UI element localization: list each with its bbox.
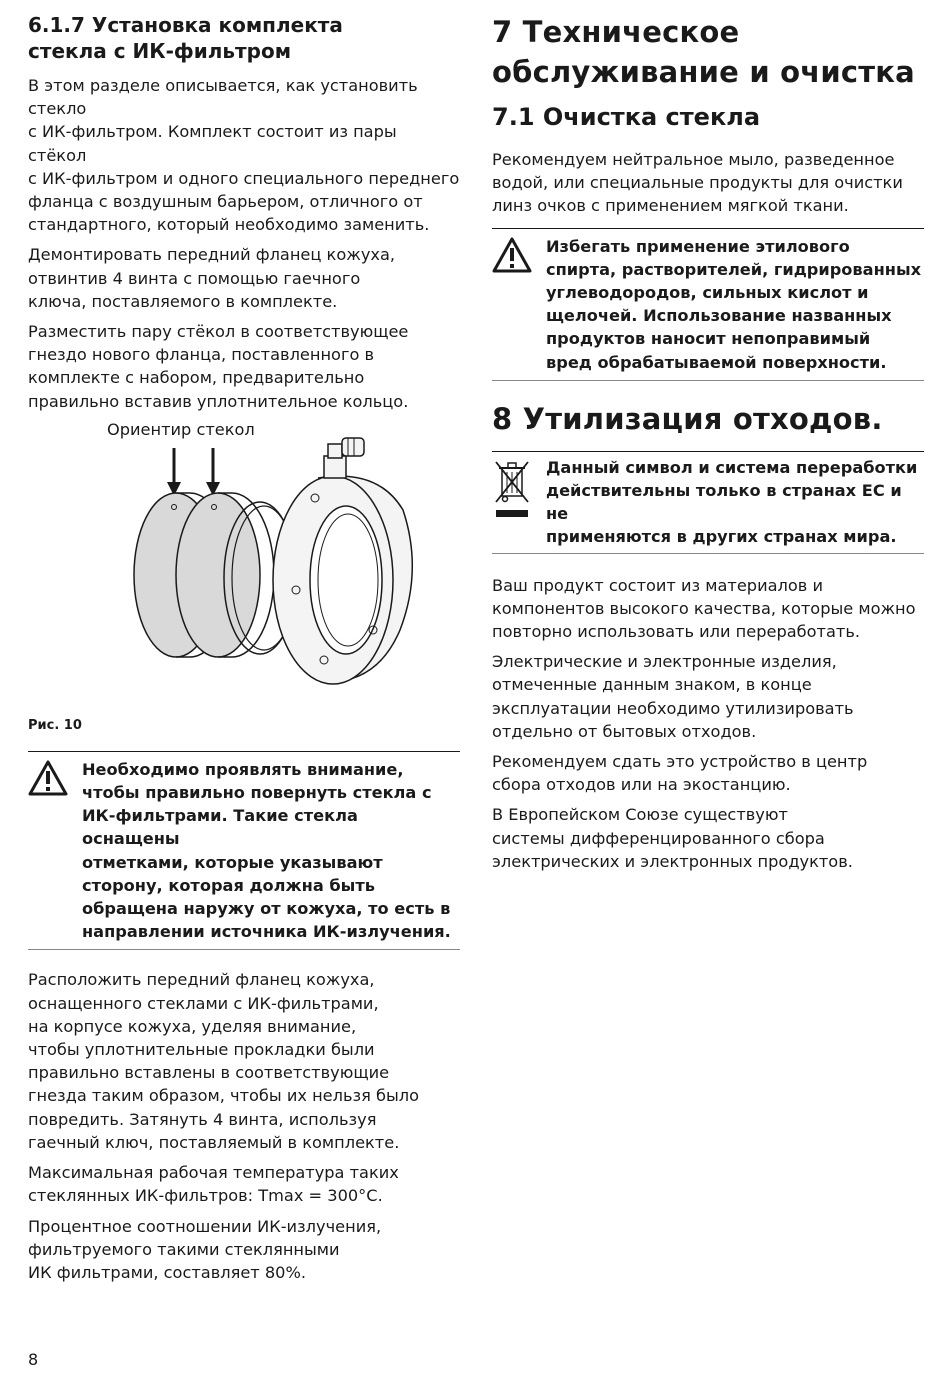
- paragraph-materials: Ваш продукт состоит из материалов и компонентов высокого качества, которые можно повторно использовать или переработать.: [492, 575, 916, 642]
- left-column: [28, 12, 460, 1291]
- warning-triangle-icon: [492, 235, 546, 374]
- paragraph-ir-percentage: Процентное соотношении ИК-излучения, фильтруемого такими стеклянными ИК фильтрами, составляет 80%.: [28, 1216, 382, 1282]
- paragraph-place-glasses: Разместить пару стёкол в соответствующее гнездо нового фланца, поставленного в комплекте с набором, предварительно правильно вставив уплотнительное кольцо.: [28, 322, 409, 411]
- figure-label: Ориентир стекол: [107, 419, 255, 439]
- flange-illustration: [28, 420, 460, 710]
- weee-notice: [492, 451, 924, 554]
- crossed-bin-icon: [492, 456, 546, 549]
- right-column: [492, 12, 924, 880]
- paragraph-recycling-center: Рекомендуем сдать это устройство в центр сбора отходов или на экостанцию.: [492, 752, 868, 795]
- warning-text: Необходимо проявлять внимание, чтобы правильно повернуть стекла с ИК-фильтрами. Такие стекла оснащены отметками, которые указывают сторону, которая должна быть обращена наружу от кожуха, то есть в направлении источника ИК-излучения.: [82, 759, 451, 942]
- paragraph-intro: В этом разделе описывается, как установить стекло с ИК-фильтром. Комплект состоит из пары стёкол с ИК-фильтром и одного специального переднего фланца с воздушным барьером, отличного от стандартного, который необходимо заменить.: [28, 76, 460, 235]
- paragraph-mount-flange: Расположить передний фланец кожуха, оснащенного стеклами с ИК-фильтрами, на корпусе кожуха, уделяя внимание, чтобы уплотнительные прокладки были правильно вставлены в соответствующие гнезда таким образом, чтобы их нельзя было повредить. Затянуть 4 винта, используя гаечный ключ, поставляемый в комплекте.: [28, 970, 419, 1152]
- paragraph-disposal: Электрические и электронные изделия, отмеченные данным знаком, в конце эксплуатации необходимо утилизировать отдельно от бытовых отходов.: [492, 652, 854, 741]
- weee-text: Данный символ и система переработки действительны только в странах ЕС и не применяются в других странах мира.: [546, 457, 918, 547]
- paragraph-eu-systems: В Европейском Союзе существуют системы дифференцированного сбора электрических и электронных продуктов.: [492, 805, 853, 871]
- chapter-7-heading: 7 Техническое обслуживание и очистка: [492, 15, 915, 89]
- page-number: 8: [28, 1350, 39, 1369]
- paragraph-cleaning: Рекомендуем нейтральное мыло, разведенное водой, или специальные продукты для очистки линз очков с применением мягкой ткани.: [492, 150, 903, 216]
- section-heading-6-1-7: 6.1.7 Установка комплекта стекла с ИК-фильтром: [28, 13, 343, 63]
- warning-triangle-icon: [28, 758, 82, 944]
- section-7-1-heading: 7.1 Очистка стекла: [492, 103, 761, 131]
- warning-notice-chemicals: [492, 228, 924, 381]
- paragraph-max-temp: Максимальная рабочая температура таких стеклянных ИК-фильтров: Tmax = 300°C.: [28, 1163, 399, 1206]
- figure-10: [28, 420, 460, 710]
- chapter-8-heading: 8 Утилизация отходов.: [492, 401, 883, 436]
- warning-text: Избегать применение этилового спирта, растворителей, гидрированных углеводородов, сильных кислот и щелочей. Использование названных продуктов наносит непоправимый вред обрабатываемой поверхности.: [546, 236, 922, 372]
- figure-caption: Рис. 10: [28, 717, 82, 733]
- warning-notice-ir-glasses: [28, 751, 460, 951]
- paragraph-remove-flange: Демонтировать передний фланец кожуха, отвинтив 4 винта с помощью гаечного ключа, поставляемого в комплекте.: [28, 245, 396, 311]
